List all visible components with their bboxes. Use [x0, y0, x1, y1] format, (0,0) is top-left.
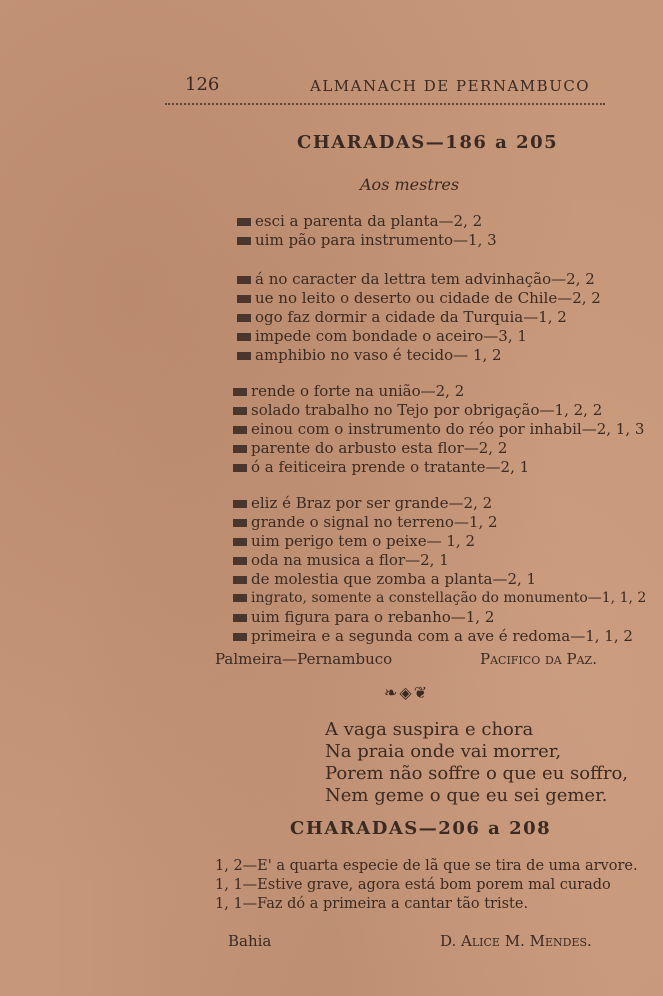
charade-line: solado trabalho no Tejo por obrigação—1, 2, 2: [233, 401, 602, 419]
verse-line: Nem geme o que eu sei gemer.: [325, 785, 608, 806]
header-rule: [165, 103, 605, 105]
dropcap-glyph: [233, 519, 247, 527]
charade-line: parente do arbusto esta flor—2, 2: [233, 439, 507, 457]
charade-line: 1, 1—Faz dó a primeira a cantar tão triste.: [215, 896, 529, 912]
dropcap-glyph: [233, 538, 247, 546]
section-title-2: CHARADAS—206 a 208: [290, 818, 552, 839]
signature-place: Bahia: [228, 932, 272, 950]
charade-line: eliz é Braz por ser grande—2, 2: [233, 494, 492, 512]
ornament-icon: ❧◈❦: [384, 683, 430, 702]
charade-line: uim pão para instrumento—1, 3: [237, 231, 497, 249]
signature-name: D. Alice M. Mendes.: [440, 932, 592, 950]
charade-line: de molestia que zomba a planta—2, 1: [233, 570, 536, 588]
verse-line: A vaga suspira e chora: [325, 719, 534, 740]
charade-line: rende o forte na união—2, 2: [233, 382, 464, 400]
charade-line: uim figura para o rebanho—1, 2: [233, 608, 494, 626]
dropcap-glyph: [233, 633, 247, 641]
dropcap-glyph: [237, 218, 251, 226]
charade-line: impede com bondade o aceiro—3, 1: [237, 327, 527, 345]
dropcap-glyph: [233, 614, 247, 622]
signature-place: Palmeira—Pernambuco: [215, 650, 393, 668]
running-title: ALMANACH DE PERNAMBUCO: [310, 77, 591, 95]
dropcap-glyph: [233, 500, 247, 508]
dropcap-glyph: [233, 576, 247, 584]
charade-line: einou com o instrumento do réo por inhabil—2, 1, 3: [233, 420, 644, 438]
charade-line: uim perigo tem o peixe— 1, 2: [233, 532, 475, 550]
dropcap-glyph: [233, 388, 247, 396]
dropcap-glyph: [237, 314, 251, 322]
dropcap-glyph: [233, 407, 247, 415]
charade-line: ogo faz dormir a cidade da Turquia—1, 2: [237, 308, 567, 326]
charade-line: esci a parenta da planta—2, 2: [237, 212, 482, 230]
section-title-1: CHARADAS—186 a 205: [297, 132, 559, 153]
dedication: Aos mestres: [360, 175, 460, 194]
dropcap-glyph: [233, 426, 247, 434]
dropcap-glyph: [237, 352, 251, 360]
charade-line: á no caracter da lettra tem advinhação—2, 2: [237, 270, 595, 288]
charade-line: ó a feiticeira prende o tratante—2, 1: [233, 458, 529, 476]
verse-line: Na praia onde vai morrer,: [325, 741, 562, 762]
page-number: 126: [185, 74, 220, 95]
dropcap-glyph: [237, 237, 251, 245]
dropcap-glyph: [237, 295, 251, 303]
charade-line: ue no leito o deserto ou cidade de Chile—2, 2: [237, 289, 601, 307]
signature-name: Pacifico da Paz.: [480, 650, 597, 668]
charade-line: amphibio no vaso é tecido— 1, 2: [237, 346, 502, 364]
charade-line: 1, 2—E' a quarta especie de lã que se tira de uma arvore.: [215, 858, 638, 874]
charade-line: grande o signal no terreno—1, 2: [233, 513, 498, 531]
dropcap-glyph: [233, 594, 247, 602]
verse-line: Porem não soffre o que eu soffro,: [325, 763, 629, 784]
charade-line: 1, 1—Estive grave, agora está bom porem mal curado: [215, 877, 611, 893]
dropcap-glyph: [237, 276, 251, 284]
charade-line: ingrato, somente a constellação do monumento—1, 1, 2: [233, 589, 646, 607]
dropcap-glyph: [233, 464, 247, 472]
dropcap-glyph: [237, 333, 251, 341]
dropcap-glyph: [233, 445, 247, 453]
dropcap-glyph: [233, 557, 247, 565]
charade-line: oda na musica a flor—2, 1: [233, 551, 449, 569]
charade-line: primeira e a segunda com a ave é redoma—1, 1, 2: [233, 627, 633, 645]
